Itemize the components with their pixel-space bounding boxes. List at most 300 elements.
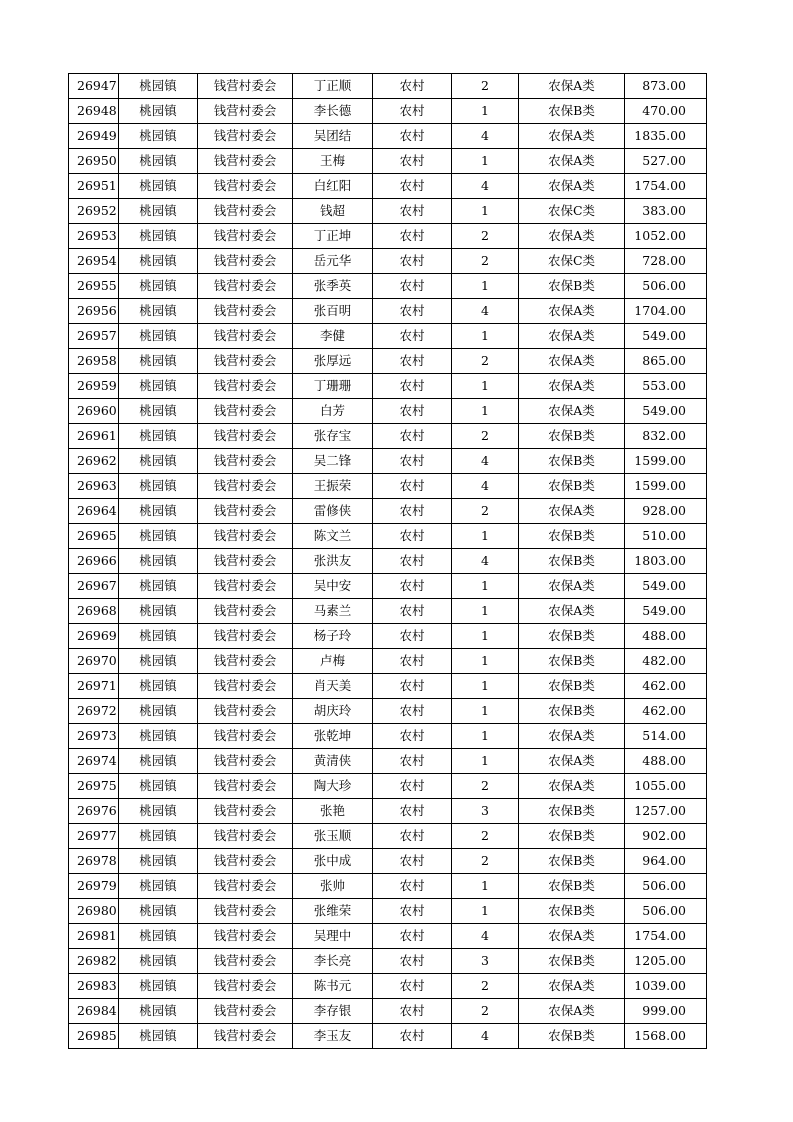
household-type-cell: 农村 — [373, 299, 452, 324]
household-type-cell: 农村 — [373, 99, 452, 124]
household-size-cell: 3 — [452, 799, 519, 824]
name-cell: 丁正顺 — [293, 74, 373, 99]
amount-cell: 1754.00 — [625, 174, 707, 199]
insurance-category-cell: 农保A类 — [519, 174, 625, 199]
household-size-cell: 3 — [452, 949, 519, 974]
household-size-cell: 1 — [452, 399, 519, 424]
town-cell: 桃园镇 — [119, 274, 198, 299]
village-committee-cell: 钱营村委会 — [198, 749, 293, 774]
household-type-cell: 农村 — [373, 824, 452, 849]
village-committee-cell: 钱营村委会 — [198, 449, 293, 474]
village-committee-cell: 钱营村委会 — [198, 74, 293, 99]
household-type-cell: 农村 — [373, 349, 452, 374]
household-size-cell: 4 — [452, 449, 519, 474]
insurance-category-cell: 农保A类 — [519, 499, 625, 524]
record-id-cell: 26969 — [69, 624, 119, 649]
amount-cell: 549.00 — [625, 599, 707, 624]
household-type-cell: 农村 — [373, 449, 452, 474]
household-type-cell: 农村 — [373, 899, 452, 924]
village-committee-cell: 钱营村委会 — [198, 899, 293, 924]
table-row — [69, 824, 707, 849]
name-cell: 张百明 — [293, 299, 373, 324]
table-row — [69, 949, 707, 974]
table-row — [69, 549, 707, 574]
amount-cell: 549.00 — [625, 399, 707, 424]
insurance-category-cell: 农保A类 — [519, 724, 625, 749]
amount-cell: 1803.00 — [625, 549, 707, 574]
village-committee-cell: 钱营村委会 — [198, 549, 293, 574]
name-cell: 白芳 — [293, 399, 373, 424]
name-cell: 马素兰 — [293, 599, 373, 624]
town-cell: 桃园镇 — [119, 799, 198, 824]
amount-cell: 832.00 — [625, 424, 707, 449]
table-row — [69, 374, 707, 399]
town-cell: 桃园镇 — [119, 524, 198, 549]
record-id-cell: 26955 — [69, 274, 119, 299]
village-committee-cell: 钱营村委会 — [198, 424, 293, 449]
insurance-category-cell: 农保B类 — [519, 424, 625, 449]
name-cell: 张存宝 — [293, 424, 373, 449]
data-table — [68, 73, 707, 1049]
record-id-cell: 26981 — [69, 924, 119, 949]
record-id-cell: 26954 — [69, 249, 119, 274]
household-size-cell: 4 — [452, 299, 519, 324]
table-row — [69, 1024, 707, 1049]
town-cell: 桃园镇 — [119, 349, 198, 374]
insurance-category-cell: 农保B类 — [519, 649, 625, 674]
record-id-cell: 26952 — [69, 199, 119, 224]
village-committee-cell: 钱营村委会 — [198, 949, 293, 974]
household-type-cell: 农村 — [373, 524, 452, 549]
amount-cell: 506.00 — [625, 274, 707, 299]
village-committee-cell: 钱营村委会 — [198, 124, 293, 149]
town-cell: 桃园镇 — [119, 449, 198, 474]
household-size-cell: 1 — [452, 724, 519, 749]
name-cell: 张季英 — [293, 274, 373, 299]
table-row — [69, 849, 707, 874]
household-type-cell: 农村 — [373, 874, 452, 899]
insurance-category-cell: 农保B类 — [519, 799, 625, 824]
record-id-cell: 26968 — [69, 599, 119, 624]
name-cell: 张维荣 — [293, 899, 373, 924]
amount-cell: 902.00 — [625, 824, 707, 849]
table-row — [69, 874, 707, 899]
town-cell: 桃园镇 — [119, 474, 198, 499]
insurance-category-cell: 农保A类 — [519, 774, 625, 799]
insurance-category-cell: 农保A类 — [519, 599, 625, 624]
name-cell: 丁珊珊 — [293, 374, 373, 399]
insurance-category-cell: 农保B类 — [519, 624, 625, 649]
name-cell: 钱超 — [293, 199, 373, 224]
amount-cell: 462.00 — [625, 674, 707, 699]
table-row — [69, 399, 707, 424]
household-type-cell: 农村 — [373, 949, 452, 974]
name-cell: 丁正坤 — [293, 224, 373, 249]
name-cell: 张中成 — [293, 849, 373, 874]
record-id-cell: 26959 — [69, 374, 119, 399]
town-cell: 桃园镇 — [119, 849, 198, 874]
town-cell: 桃园镇 — [119, 624, 198, 649]
insurance-category-cell: 农保A类 — [519, 349, 625, 374]
household-type-cell: 农村 — [373, 924, 452, 949]
table-row — [69, 499, 707, 524]
town-cell: 桃园镇 — [119, 99, 198, 124]
household-size-cell: 4 — [452, 549, 519, 574]
amount-cell: 462.00 — [625, 699, 707, 724]
household-size-cell: 2 — [452, 349, 519, 374]
table-row — [69, 749, 707, 774]
household-type-cell: 农村 — [373, 399, 452, 424]
record-id-cell: 26983 — [69, 974, 119, 999]
amount-cell: 506.00 — [625, 899, 707, 924]
town-cell: 桃园镇 — [119, 149, 198, 174]
name-cell: 肖天美 — [293, 674, 373, 699]
record-id-cell: 26976 — [69, 799, 119, 824]
name-cell: 胡庆玲 — [293, 699, 373, 724]
table-row — [69, 999, 707, 1024]
record-id-cell: 26977 — [69, 824, 119, 849]
village-committee-cell: 钱营村委会 — [198, 849, 293, 874]
town-cell: 桃园镇 — [119, 949, 198, 974]
insurance-category-cell: 农保A类 — [519, 124, 625, 149]
table-row — [69, 424, 707, 449]
amount-cell: 549.00 — [625, 574, 707, 599]
table-row — [69, 624, 707, 649]
amount-cell: 1055.00 — [625, 774, 707, 799]
household-size-cell: 1 — [452, 899, 519, 924]
town-cell: 桃园镇 — [119, 124, 198, 149]
village-committee-cell: 钱营村委会 — [198, 624, 293, 649]
town-cell: 桃园镇 — [119, 999, 198, 1024]
insurance-category-cell: 农保C类 — [519, 249, 625, 274]
table-row — [69, 649, 707, 674]
household-type-cell: 农村 — [373, 474, 452, 499]
household-size-cell: 1 — [452, 649, 519, 674]
amount-cell: 549.00 — [625, 324, 707, 349]
household-size-cell: 1 — [452, 574, 519, 599]
record-id-cell: 26950 — [69, 149, 119, 174]
insurance-category-cell: 农保A类 — [519, 924, 625, 949]
household-size-cell: 2 — [452, 499, 519, 524]
village-committee-cell: 钱营村委会 — [198, 149, 293, 174]
household-size-cell: 2 — [452, 999, 519, 1024]
insurance-category-cell: 农保B类 — [519, 949, 625, 974]
insurance-category-cell: 农保C类 — [519, 199, 625, 224]
town-cell: 桃园镇 — [119, 499, 198, 524]
household-type-cell: 农村 — [373, 999, 452, 1024]
record-id-cell: 26978 — [69, 849, 119, 874]
town-cell: 桃园镇 — [119, 374, 198, 399]
amount-cell: 527.00 — [625, 149, 707, 174]
town-cell: 桃园镇 — [119, 199, 198, 224]
insurance-category-cell: 农保B类 — [519, 99, 625, 124]
table-row — [69, 274, 707, 299]
village-committee-cell: 钱营村委会 — [198, 249, 293, 274]
town-cell: 桃园镇 — [119, 599, 198, 624]
record-id-cell: 26980 — [69, 899, 119, 924]
record-id-cell: 26982 — [69, 949, 119, 974]
household-size-cell: 4 — [452, 124, 519, 149]
record-id-cell: 26979 — [69, 874, 119, 899]
household-type-cell: 农村 — [373, 1024, 452, 1049]
village-committee-cell: 钱营村委会 — [198, 874, 293, 899]
household-size-cell: 1 — [452, 599, 519, 624]
name-cell: 白红阳 — [293, 174, 373, 199]
village-committee-cell: 钱营村委会 — [198, 924, 293, 949]
table-row — [69, 249, 707, 274]
name-cell: 张玉顺 — [293, 824, 373, 849]
household-size-cell: 1 — [452, 749, 519, 774]
household-size-cell: 2 — [452, 74, 519, 99]
household-type-cell: 农村 — [373, 249, 452, 274]
household-type-cell: 农村 — [373, 649, 452, 674]
village-committee-cell: 钱营村委会 — [198, 799, 293, 824]
village-committee-cell: 钱营村委会 — [198, 824, 293, 849]
town-cell: 桃园镇 — [119, 249, 198, 274]
amount-cell: 510.00 — [625, 524, 707, 549]
record-id-cell: 26965 — [69, 524, 119, 549]
amount-cell: 964.00 — [625, 849, 707, 874]
household-type-cell: 农村 — [373, 124, 452, 149]
name-cell: 李长亮 — [293, 949, 373, 974]
name-cell: 李玉友 — [293, 1024, 373, 1049]
name-cell: 卢梅 — [293, 649, 373, 674]
town-cell: 桃园镇 — [119, 1024, 198, 1049]
name-cell: 王梅 — [293, 149, 373, 174]
town-cell: 桃园镇 — [119, 549, 198, 574]
name-cell: 张厚远 — [293, 349, 373, 374]
household-type-cell: 农村 — [373, 499, 452, 524]
household-type-cell: 农村 — [373, 174, 452, 199]
village-committee-cell: 钱营村委会 — [198, 99, 293, 124]
table-row — [69, 74, 707, 99]
amount-cell: 553.00 — [625, 374, 707, 399]
village-committee-cell: 钱营村委会 — [198, 174, 293, 199]
name-cell: 陈书元 — [293, 974, 373, 999]
name-cell: 陈文兰 — [293, 524, 373, 549]
name-cell: 杨子玲 — [293, 624, 373, 649]
household-type-cell: 农村 — [373, 274, 452, 299]
name-cell: 张艳 — [293, 799, 373, 824]
town-cell: 桃园镇 — [119, 824, 198, 849]
table-row — [69, 174, 707, 199]
village-committee-cell: 钱营村委会 — [198, 974, 293, 999]
name-cell: 吴二锋 — [293, 449, 373, 474]
name-cell: 陶大珍 — [293, 774, 373, 799]
household-size-cell: 1 — [452, 274, 519, 299]
household-type-cell: 农村 — [373, 74, 452, 99]
household-type-cell: 农村 — [373, 199, 452, 224]
household-size-cell: 1 — [452, 99, 519, 124]
village-committee-cell: 钱营村委会 — [198, 474, 293, 499]
record-id-cell: 26974 — [69, 749, 119, 774]
insurance-category-cell: 农保A类 — [519, 74, 625, 99]
household-size-cell: 1 — [452, 199, 519, 224]
record-id-cell: 26984 — [69, 999, 119, 1024]
table-row — [69, 349, 707, 374]
village-committee-cell: 钱营村委会 — [198, 599, 293, 624]
table-row — [69, 224, 707, 249]
household-type-cell: 农村 — [373, 849, 452, 874]
village-committee-cell: 钱营村委会 — [198, 649, 293, 674]
record-id-cell: 26953 — [69, 224, 119, 249]
insurance-category-cell: 农保B类 — [519, 674, 625, 699]
household-type-cell: 农村 — [373, 799, 452, 824]
amount-cell: 728.00 — [625, 249, 707, 274]
household-type-cell: 农村 — [373, 774, 452, 799]
name-cell: 岳元华 — [293, 249, 373, 274]
table-row — [69, 124, 707, 149]
name-cell: 黄清侠 — [293, 749, 373, 774]
table-row — [69, 299, 707, 324]
insurance-category-cell: 农保B类 — [519, 699, 625, 724]
household-size-cell: 2 — [452, 249, 519, 274]
name-cell: 李存银 — [293, 999, 373, 1024]
insurance-category-cell: 农保A类 — [519, 299, 625, 324]
amount-cell: 999.00 — [625, 999, 707, 1024]
record-id-cell: 26971 — [69, 674, 119, 699]
record-id-cell: 26951 — [69, 174, 119, 199]
insurance-category-cell: 农保B类 — [519, 849, 625, 874]
insurance-category-cell: 农保B类 — [519, 549, 625, 574]
household-size-cell: 2 — [452, 224, 519, 249]
amount-cell: 1205.00 — [625, 949, 707, 974]
household-type-cell: 农村 — [373, 224, 452, 249]
town-cell: 桃园镇 — [119, 774, 198, 799]
town-cell: 桃园镇 — [119, 874, 198, 899]
village-committee-cell: 钱营村委会 — [198, 224, 293, 249]
household-size-cell: 1 — [452, 324, 519, 349]
insurance-category-cell: 农保A类 — [519, 374, 625, 399]
name-cell: 张洪友 — [293, 549, 373, 574]
table-row — [69, 524, 707, 549]
table-row — [69, 799, 707, 824]
amount-cell: 865.00 — [625, 349, 707, 374]
table-row — [69, 149, 707, 174]
name-cell: 吴理中 — [293, 924, 373, 949]
table-row — [69, 324, 707, 349]
name-cell: 李健 — [293, 324, 373, 349]
household-size-cell: 4 — [452, 924, 519, 949]
name-cell: 吴中安 — [293, 574, 373, 599]
amount-cell: 928.00 — [625, 499, 707, 524]
household-size-cell: 2 — [452, 824, 519, 849]
table-body — [69, 74, 707, 1049]
name-cell: 张乾坤 — [293, 724, 373, 749]
table-row — [69, 599, 707, 624]
household-size-cell: 2 — [452, 849, 519, 874]
village-committee-cell: 钱营村委会 — [198, 724, 293, 749]
insurance-category-cell: 农保B类 — [519, 899, 625, 924]
insurance-category-cell: 农保A类 — [519, 224, 625, 249]
town-cell: 桃园镇 — [119, 224, 198, 249]
household-type-cell: 农村 — [373, 624, 452, 649]
record-id-cell: 26970 — [69, 649, 119, 674]
table-row — [69, 899, 707, 924]
record-id-cell: 26985 — [69, 1024, 119, 1049]
amount-cell: 1039.00 — [625, 974, 707, 999]
village-committee-cell: 钱营村委会 — [198, 999, 293, 1024]
amount-cell: 873.00 — [625, 74, 707, 99]
table-row — [69, 699, 707, 724]
record-id-cell: 26962 — [69, 449, 119, 474]
household-type-cell: 农村 — [373, 599, 452, 624]
record-id-cell: 26948 — [69, 99, 119, 124]
town-cell: 桃园镇 — [119, 174, 198, 199]
insurance-category-cell: 农保A类 — [519, 574, 625, 599]
amount-cell: 488.00 — [625, 624, 707, 649]
household-type-cell: 农村 — [373, 699, 452, 724]
insurance-category-cell: 农保B类 — [519, 474, 625, 499]
record-id-cell: 26972 — [69, 699, 119, 724]
name-cell: 张帅 — [293, 874, 373, 899]
table-row — [69, 449, 707, 474]
amount-cell: 506.00 — [625, 874, 707, 899]
village-committee-cell: 钱营村委会 — [198, 574, 293, 599]
name-cell: 王振荣 — [293, 474, 373, 499]
town-cell: 桃园镇 — [119, 724, 198, 749]
household-size-cell: 1 — [452, 674, 519, 699]
record-id-cell: 26975 — [69, 774, 119, 799]
household-size-cell: 1 — [452, 149, 519, 174]
household-type-cell: 农村 — [373, 749, 452, 774]
village-committee-cell: 钱营村委会 — [198, 699, 293, 724]
household-type-cell: 农村 — [373, 324, 452, 349]
household-size-cell: 1 — [452, 374, 519, 399]
amount-cell: 482.00 — [625, 649, 707, 674]
town-cell: 桃园镇 — [119, 699, 198, 724]
insurance-category-cell: 农保B类 — [519, 824, 625, 849]
household-size-cell: 4 — [452, 474, 519, 499]
village-committee-cell: 钱营村委会 — [198, 349, 293, 374]
village-committee-cell: 钱营村委会 — [198, 774, 293, 799]
amount-cell: 514.00 — [625, 724, 707, 749]
household-size-cell: 2 — [452, 424, 519, 449]
village-committee-cell: 钱营村委会 — [198, 299, 293, 324]
household-size-cell: 1 — [452, 699, 519, 724]
record-id-cell: 26961 — [69, 424, 119, 449]
insurance-category-cell: 农保A类 — [519, 149, 625, 174]
amount-cell: 470.00 — [625, 99, 707, 124]
record-id-cell: 26958 — [69, 349, 119, 374]
village-committee-cell: 钱营村委会 — [198, 374, 293, 399]
table-row — [69, 674, 707, 699]
amount-cell: 488.00 — [625, 749, 707, 774]
table-row — [69, 924, 707, 949]
village-committee-cell: 钱营村委会 — [198, 199, 293, 224]
village-committee-cell: 钱营村委会 — [198, 1024, 293, 1049]
household-type-cell: 农村 — [373, 374, 452, 399]
record-id-cell: 26964 — [69, 499, 119, 524]
amount-cell: 1704.00 — [625, 299, 707, 324]
town-cell: 桃园镇 — [119, 324, 198, 349]
household-size-cell: 1 — [452, 624, 519, 649]
town-cell: 桃园镇 — [119, 399, 198, 424]
town-cell: 桃园镇 — [119, 974, 198, 999]
record-id-cell: 26973 — [69, 724, 119, 749]
record-id-cell: 26963 — [69, 474, 119, 499]
town-cell: 桃园镇 — [119, 649, 198, 674]
insurance-category-cell: 农保B类 — [519, 524, 625, 549]
amount-cell: 1568.00 — [625, 1024, 707, 1049]
record-id-cell: 26949 — [69, 124, 119, 149]
amount-cell: 383.00 — [625, 199, 707, 224]
household-type-cell: 农村 — [373, 149, 452, 174]
record-id-cell: 26956 — [69, 299, 119, 324]
household-size-cell: 1 — [452, 524, 519, 549]
household-type-cell: 农村 — [373, 574, 452, 599]
name-cell: 李长德 — [293, 99, 373, 124]
